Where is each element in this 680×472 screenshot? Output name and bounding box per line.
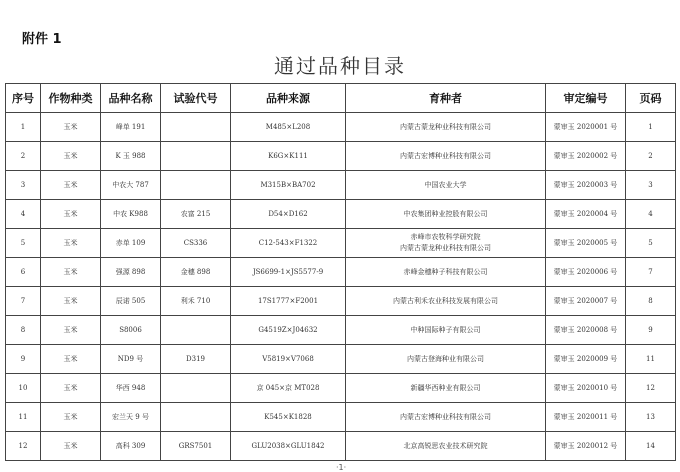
cell-source: G4519Z×J04632 — [231, 316, 346, 345]
cell-source: V5819×V7068 — [231, 345, 346, 374]
cell-page: 14 — [626, 432, 676, 461]
table-row — [6, 287, 676, 316]
cell-trial-code: GRS7501 — [161, 432, 231, 461]
cell-variety: 中农 K988 — [101, 200, 161, 229]
cell-approval: 蒙审玉 2020010 号 — [546, 374, 626, 403]
cell-approval: 蒙审玉 2020003 号 — [546, 171, 626, 200]
cell-approval: 蒙审玉 2020002 号 — [546, 142, 626, 171]
cell-breeder — [346, 200, 546, 229]
col-header-crop: 作物种类 — [41, 84, 101, 113]
cell-source: K545×K1828 — [231, 403, 346, 432]
cell-trial-code: 农富 215 — [161, 200, 231, 229]
cell-approval: 蒙审玉 2020006 号 — [546, 258, 626, 287]
cell-variety: 华西 948 — [101, 374, 161, 403]
cell-crop: 玉米 — [41, 229, 101, 258]
cell-crop: 玉米 — [41, 200, 101, 229]
cell-approval: 蒙审玉 2020009 号 — [546, 345, 626, 374]
cell-source: D54×D162 — [231, 200, 346, 229]
col-header-approval: 审定编号 — [546, 84, 626, 113]
cell-source: K6G×K111 — [231, 142, 346, 171]
cell-no: 10 — [6, 374, 41, 403]
cell-no: 5 — [6, 229, 41, 258]
cell-page: 1 — [626, 113, 676, 142]
table-row — [6, 432, 676, 461]
cell-crop: 玉米 — [41, 432, 101, 461]
cell-page: 8 — [626, 287, 676, 316]
cell-trial-code — [161, 403, 231, 432]
cell-trial-code: D319 — [161, 345, 231, 374]
attachment-label: 附件 1 — [22, 32, 62, 47]
table-row — [6, 316, 676, 345]
cell-crop: 玉米 — [41, 142, 101, 171]
cell-page: 3 — [626, 171, 676, 200]
cell-trial-code — [161, 171, 231, 200]
cell-breeder — [346, 113, 546, 142]
cell-no: 9 — [6, 345, 41, 374]
cell-crop: 玉米 — [41, 171, 101, 200]
cell-approval: 蒙审玉 2020008 号 — [546, 316, 626, 345]
cell-no: 8 — [6, 316, 41, 345]
cell-page: 4 — [626, 200, 676, 229]
cell-crop: 玉米 — [41, 374, 101, 403]
cell-crop: 玉米 — [41, 403, 101, 432]
table-row — [6, 200, 676, 229]
cell-no: 12 — [6, 432, 41, 461]
cell-page: 7 — [626, 258, 676, 287]
cell-no: 11 — [6, 403, 41, 432]
cell-source: M315B×BA702 — [231, 171, 346, 200]
cell-variety: ND9 号 — [101, 345, 161, 374]
cell-crop: 玉米 — [41, 258, 101, 287]
table-row — [6, 258, 676, 287]
breeder-line: 新疆华西种业有限公司 — [410, 383, 481, 392]
breeder-line: 赤峰市农牧科学研究院 — [410, 233, 481, 241]
breeder-line: 内蒙古蒙龙种业科技有限公司 — [400, 244, 491, 252]
cell-breeder — [346, 432, 546, 461]
breeder-line: 内蒙古宏博种业科技有限公司 — [400, 412, 491, 421]
cell-source: JS6699-1×JS5577-9 — [231, 258, 346, 287]
cell-page: 9 — [626, 316, 676, 345]
col-header-no: 序号 — [6, 84, 41, 113]
page-number-mark: ·1· — [336, 463, 347, 472]
cell-crop: 玉米 — [41, 113, 101, 142]
cell-no: 4 — [6, 200, 41, 229]
cell-crop: 玉米 — [41, 316, 101, 345]
col-header-page: 页码 — [626, 84, 676, 113]
cell-page: 11 — [626, 345, 676, 374]
cell-page: 13 — [626, 403, 676, 432]
breeder-line: 内蒙古登海种业有限公司 — [407, 354, 484, 363]
cell-page: 5 — [626, 229, 676, 258]
cell-variety: K 玉 988 — [101, 142, 161, 171]
cell-approval: 蒙审玉 2020005 号 — [546, 229, 626, 258]
cell-approval: 蒙审玉 2020004 号 — [546, 200, 626, 229]
breeder-line: 北京高锐思农业技术研究院 — [403, 441, 488, 450]
cell-source: C12-543×F1322 — [231, 229, 346, 258]
col-header-breeder: 育种者 — [346, 84, 546, 113]
cell-crop: 玉米 — [41, 345, 101, 374]
table-row — [6, 171, 676, 200]
cell-breeder — [346, 287, 546, 316]
cell-no: 2 — [6, 142, 41, 171]
breeder-line: 中农集团种业控股有限公司 — [403, 209, 488, 218]
cell-variety: 中农大 787 — [101, 171, 161, 200]
cell-no: 6 — [6, 258, 41, 287]
variety-catalog-table — [5, 83, 676, 461]
cell-breeder — [346, 171, 546, 200]
breeder-line: 赤峰金穗种子科技有限公司 — [403, 267, 488, 276]
cell-approval: 蒙审玉 2020011 号 — [546, 403, 626, 432]
cell-trial-code: 利禾 710 — [161, 287, 231, 316]
table-row — [6, 345, 676, 374]
table-row — [6, 229, 676, 258]
col-header-trial-code: 试验代号 — [161, 84, 231, 113]
cell-variety: 强源 898 — [101, 258, 161, 287]
cell-trial-code: 金穗 898 — [161, 258, 231, 287]
breeder-line: 内蒙古宏博种业科技有限公司 — [400, 151, 491, 160]
cell-page: 2 — [626, 142, 676, 171]
cell-source: 17S1777×F2001 — [231, 287, 346, 316]
cell-trial-code — [161, 316, 231, 345]
cell-breeder — [346, 229, 546, 258]
cell-variety: S8006 — [101, 316, 161, 345]
cell-source: GLU2038×GLU1842 — [231, 432, 346, 461]
cell-source: M485×L208 — [231, 113, 346, 142]
cell-breeder — [346, 374, 546, 403]
cell-breeder — [346, 345, 546, 374]
page-title: 通过品种目录 — [274, 54, 406, 78]
cell-trial-code — [161, 374, 231, 403]
cell-trial-code: CS336 — [161, 229, 231, 258]
cell-trial-code — [161, 142, 231, 171]
table-row — [6, 374, 676, 403]
breeder-line: 内蒙古利禾农业科技发展有限公司 — [393, 296, 498, 305]
cell-breeder — [346, 403, 546, 432]
cell-breeder — [346, 258, 546, 287]
table-row — [6, 142, 676, 171]
table-row — [6, 403, 676, 432]
cell-breeder — [346, 142, 546, 171]
cell-variety: 峰单 191 — [101, 113, 161, 142]
table-header-row — [6, 84, 676, 113]
col-header-variety: 品种名称 — [101, 84, 161, 113]
breeder-line: 中国农业大学 — [424, 180, 467, 189]
cell-no: 1 — [6, 113, 41, 142]
cell-no: 3 — [6, 171, 41, 200]
cell-variety: 赤单 109 — [101, 229, 161, 258]
cell-trial-code — [161, 113, 231, 142]
cell-approval: 蒙审玉 2020007 号 — [546, 287, 626, 316]
cell-variety: 辰诺 505 — [101, 287, 161, 316]
breeder-line: 中种国际种子有限公司 — [410, 325, 481, 334]
cell-crop: 玉米 — [41, 287, 101, 316]
cell-no: 7 — [6, 287, 41, 316]
col-header-source: 品种来源 — [231, 84, 346, 113]
cell-breeder — [346, 316, 546, 345]
cell-approval: 蒙审玉 2020001 号 — [546, 113, 626, 142]
breeder-line: 内蒙古蒙龙种业科技有限公司 — [400, 122, 491, 131]
cell-source: 京 045×京 MT028 — [231, 374, 346, 403]
table-row — [6, 113, 676, 142]
cell-variety: 宏兰天 9 号 — [101, 403, 161, 432]
cell-variety: 高科 309 — [101, 432, 161, 461]
cell-page: 12 — [626, 374, 676, 403]
cell-approval: 蒙审玉 2020012 号 — [546, 432, 626, 461]
